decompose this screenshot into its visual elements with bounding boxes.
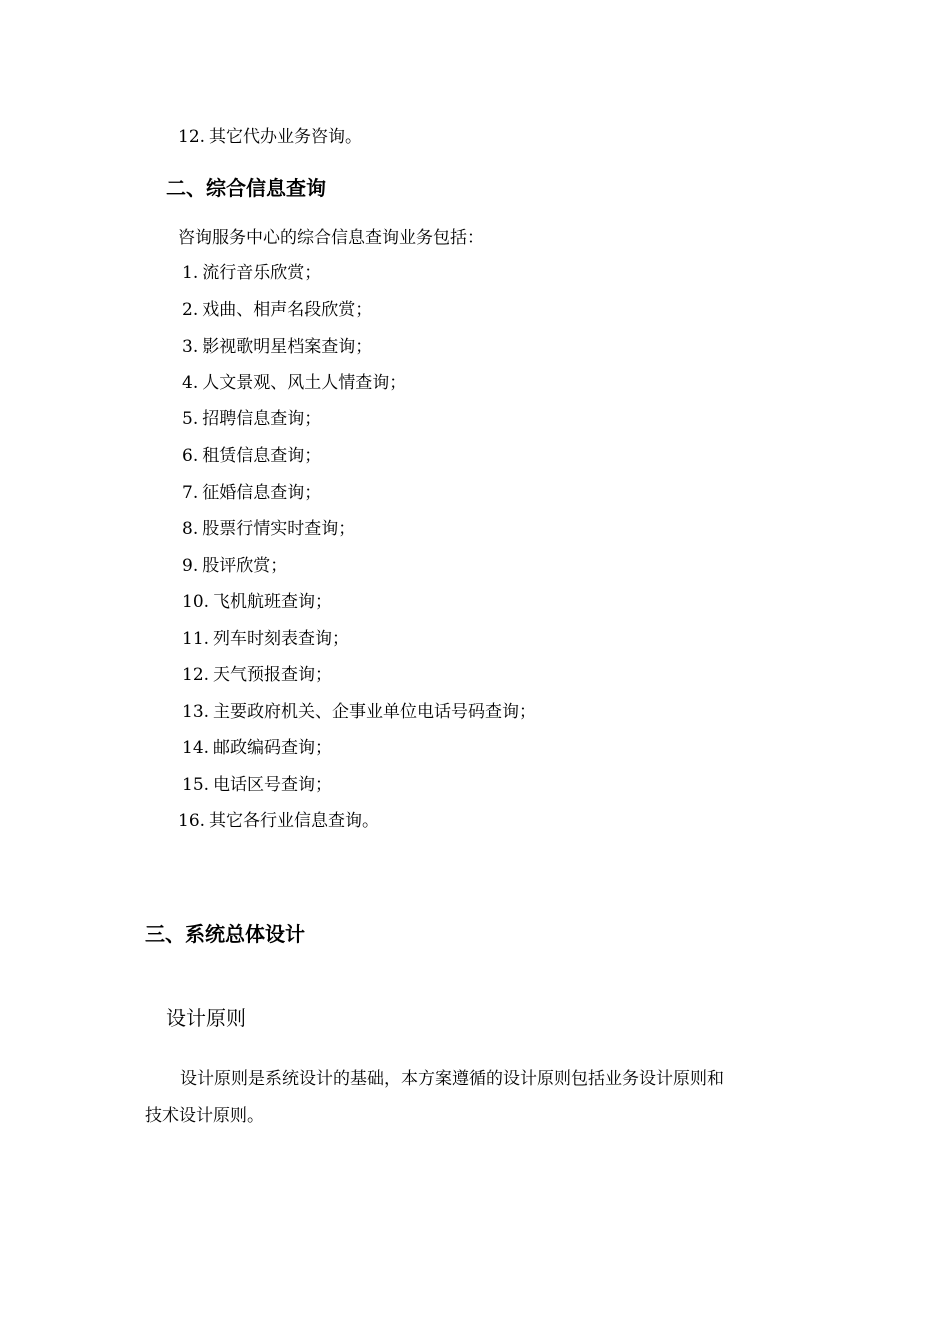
list-item-number: 15.: [182, 775, 210, 795]
list-item-number: 5.: [182, 409, 199, 429]
list-item-text: 其它代办业务咨询。: [209, 127, 363, 147]
list-item: [182, 591, 332, 613]
list-item-number: 12.: [178, 127, 206, 147]
list-item-text: 人文景观、风土人情查询；: [202, 373, 407, 393]
list-item-text: 电话区号查询；: [213, 775, 333, 795]
list-item: [182, 372, 406, 394]
list-item-text: 招聘信息查询；: [202, 409, 322, 429]
list-item: [178, 810, 379, 832]
list-item-text: 天气预报查询；: [213, 665, 333, 685]
list-item-text: 租赁信息查询；: [202, 446, 322, 466]
list-item-text: 戏曲、相声名段欣赏；: [202, 300, 373, 320]
list-item-number: 13.: [182, 702, 210, 722]
list-item-text: 征婚信息查询；: [202, 483, 322, 503]
list-item: [182, 774, 332, 796]
list-item-number: 14.: [182, 738, 210, 758]
list-item-number: 9.: [182, 556, 199, 576]
list-item: [182, 701, 536, 723]
list-item: [182, 555, 287, 577]
list-item-number: 1.: [182, 263, 199, 283]
list-item: [182, 262, 321, 284]
list-item: [182, 299, 372, 321]
list-item: [182, 482, 321, 504]
list-item-number: 12.: [182, 665, 210, 685]
list-item-number: 2.: [182, 300, 199, 320]
list-item-number: 16.: [178, 811, 206, 831]
list-item-text: 列车时刻表查询；: [213, 629, 350, 649]
list-item-text: 主要政府机关、企事业单位电话号码查询；: [213, 702, 537, 722]
list-item: [182, 628, 349, 650]
paragraph-line-2: 技术设计原则。: [145, 1106, 264, 1126]
list-item: [182, 737, 332, 759]
list-item: [182, 518, 355, 540]
list-item-number: 11.: [182, 629, 210, 649]
list-item: [182, 408, 321, 430]
list-item-text: 飞机航班查询；: [213, 592, 333, 612]
list-item-text: 其它各行业信息查询。: [209, 811, 380, 831]
list-item-number: 3.: [182, 337, 199, 357]
section-intro: 咨询服务中心的综合信息查询业务包括：: [178, 228, 484, 248]
paragraph-line-1: 设计原则是系统设计的基础，本方案遵循的设计原则包括业务设计原则和: [180, 1069, 724, 1089]
list-item-text: 股评欣赏；: [202, 556, 288, 576]
subsection-heading-design-principles: 设计原则: [166, 1006, 246, 1030]
list-item-number: 6.: [182, 446, 199, 466]
list-item: [182, 664, 332, 686]
list-item-text: 影视歌明星档案查询；: [202, 337, 373, 357]
list-item-number: 8.: [182, 519, 199, 539]
list-item-number: 4.: [182, 373, 199, 393]
list-item: [182, 445, 321, 467]
list-item-text: 股票行情实时查询；: [202, 519, 356, 539]
section-heading-info-query: 二、综合信息查询: [166, 176, 326, 200]
section-heading-system-design: 三、系统总体设计: [145, 922, 305, 946]
list-item-text: 邮政编码查询；: [213, 738, 333, 758]
list-item-prev: [178, 126, 362, 148]
list-item-text: 流行音乐欣赏；: [202, 263, 322, 283]
list-item: [182, 336, 372, 358]
list-item-number: 10.: [182, 592, 210, 612]
list-item-number: 7.: [182, 483, 199, 503]
